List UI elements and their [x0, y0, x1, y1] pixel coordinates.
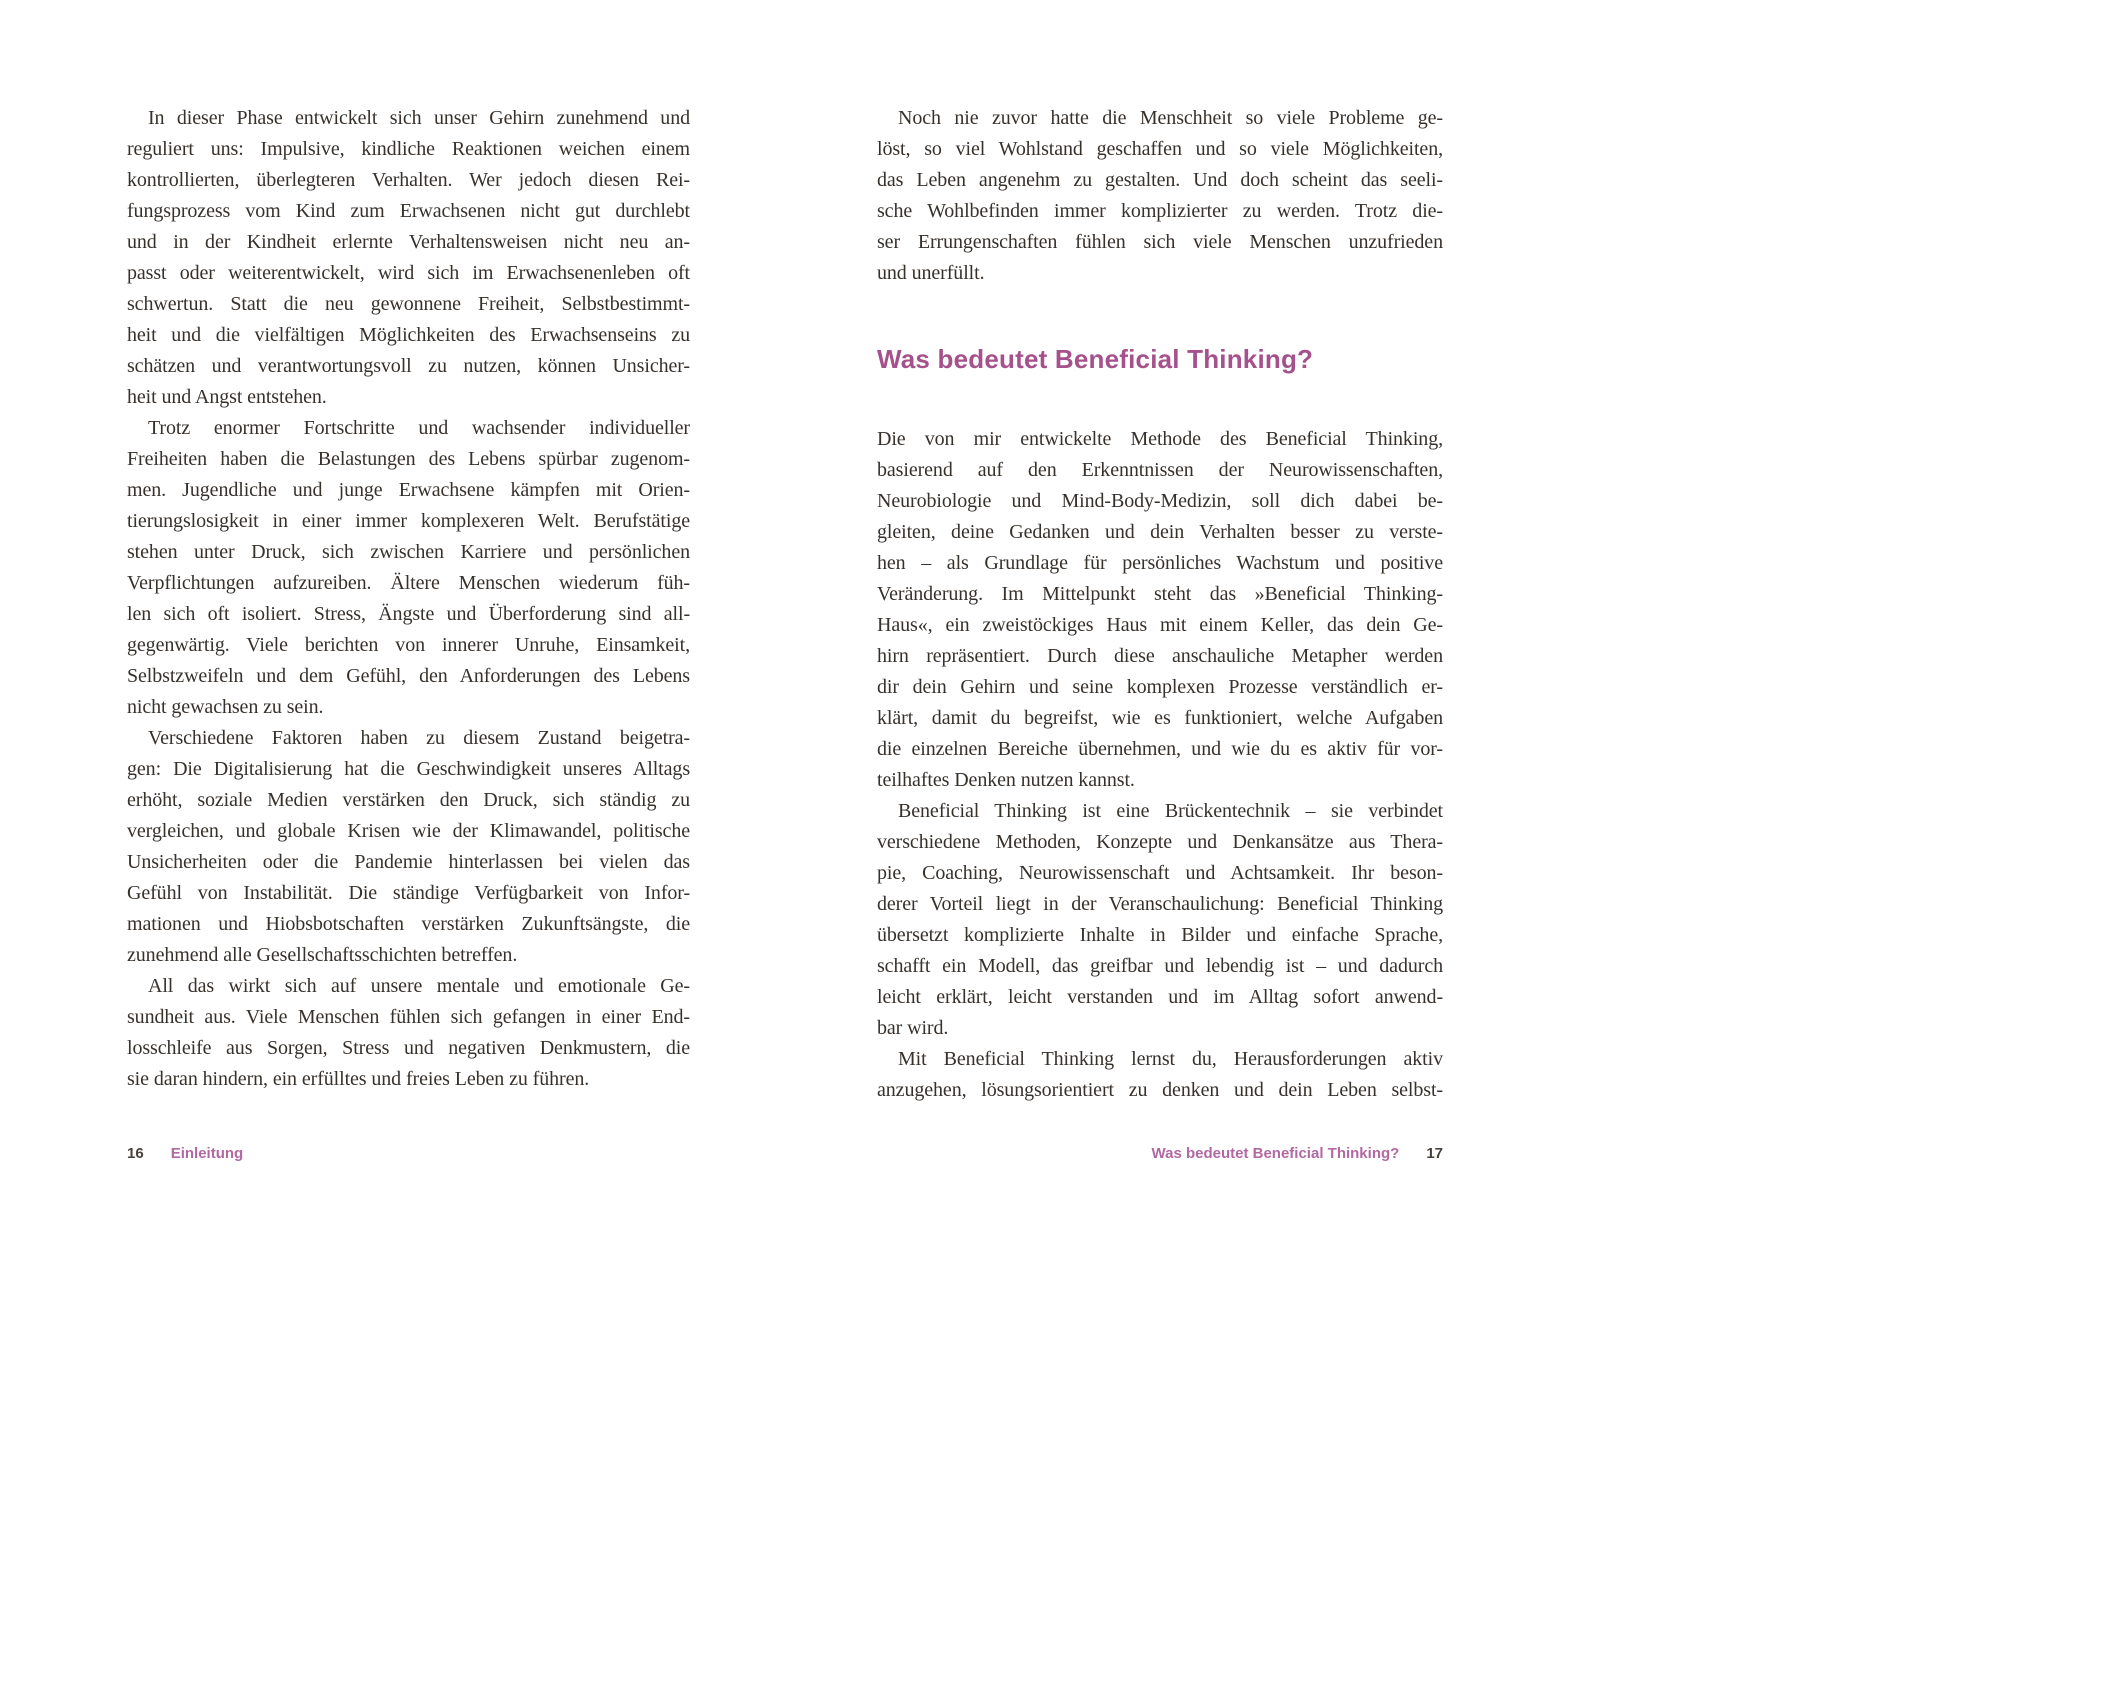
text-line: dir dein Gehirn und seine komplexen Prozesse verständlich er- — [877, 676, 1443, 698]
text-line: das Leben angenehm zu gestalten. Und doch scheint das seeli- — [877, 169, 1443, 191]
paragraph — [127, 971, 690, 1095]
text-line: kontrollierten, überlegteren Verhalten. Wer jedoch diesen Rei- — [127, 169, 690, 191]
text-line: sche Wohlbefinden immer komplizierter zu werden. Trotz die- — [877, 200, 1443, 222]
text-line: klärt, damit du begreifst, wie es funktioniert, welche Aufgaben — [877, 707, 1443, 729]
text-line: Gefühl von Instabilität. Die ständige Verfügbarkeit von Infor- — [127, 882, 690, 904]
right-page-footer — [877, 1145, 1443, 1163]
chapter-label: Was bedeutet Beneficial Thinking? — [1151, 1145, 1400, 1162]
text-line: Neurobiologie und Mind-Body-Medizin, soll dich dabei be- — [877, 490, 1443, 512]
text-line: Beneficial Thinking ist eine Brückentechnik – sie verbindet — [898, 800, 1443, 822]
text-line: Veränderung. Im Mittelpunkt steht das »Beneficial Thinking- — [877, 583, 1443, 605]
left-page-footer — [127, 1145, 690, 1163]
text-line: hirn repräsentiert. Durch diese anschauliche Metapher werden — [877, 645, 1443, 667]
text-line: heit und die vielfältigen Möglichkeiten des Erwachsenseins zu — [127, 324, 690, 346]
text-line: Trotz enormer Fortschritte und wachsender individueller — [148, 417, 690, 439]
text-line: übersetzt komplizierte Inhalte in Bilder und einfache Sprache, — [877, 924, 1443, 946]
text-line: losschleife aus Sorgen, Stress und negativen Denkmustern, die — [127, 1037, 690, 1059]
text-line: anzugehen, lösungsorientiert zu denken und dein Leben selbst- — [877, 1079, 1443, 1101]
text-line: nicht gewachsen zu sein. — [127, 696, 324, 718]
text-line: stehen unter Druck, sich zwischen Karriere und persönlichen — [127, 541, 690, 563]
text-line: mationen und Hiobsbotschaften verstärken Zukunftsängste, die — [127, 913, 690, 935]
text-line: gegenwärtig. Viele berichten von innerer Unruhe, Einsamkeit, — [127, 634, 690, 656]
paragraph — [127, 103, 690, 413]
text-line: Selbstzweifeln und dem Gefühl, den Anforderungen des Lebens — [127, 665, 690, 687]
paragraph — [877, 424, 1443, 796]
text-line: Unsicherheiten oder die Pandemie hinterlassen bei vielen das — [127, 851, 690, 873]
paragraph — [877, 796, 1443, 1044]
text-line: vergleichen, und globale Krisen wie der Klimawandel, politische — [127, 820, 690, 842]
text-line: schwertun. Statt die neu gewonnene Freiheit, Selbstbestimmt- — [127, 293, 690, 315]
text-line: Verpflichtungen aufzureiben. Ältere Menschen wiederum füh- — [127, 572, 690, 594]
page-number: 17 — [1426, 1145, 1443, 1162]
text-line: Mit Beneficial Thinking lernst du, Herausforderungen aktiv — [898, 1048, 1443, 1070]
text-line: schafft ein Modell, das greifbar und lebendig ist – und dadurch — [877, 955, 1443, 977]
text-line: schätzen und verantwortungsvoll zu nutzen, können Unsicher- — [127, 355, 690, 377]
paragraph — [127, 723, 690, 971]
text-line: gleiten, deine Gedanken und dein Verhalten besser zu verste- — [877, 521, 1443, 543]
text-line: heit und Angst entstehen. — [127, 386, 327, 408]
text-line: ser Errungenschaften fühlen sich viele Menschen unzufrieden — [877, 231, 1443, 253]
text-line: zunehmend alle Gesellschaftsschichten betreffen. — [127, 944, 518, 966]
chapter-label: Einleitung — [170, 1145, 244, 1162]
section-heading: Was bedeutet Beneficial Thinking? — [877, 344, 1314, 374]
text-line: teilhaftes Denken nutzen kannst. — [877, 769, 1135, 791]
text-line: die einzelnen Bereiche übernehmen, und wie du es aktiv für vor- — [877, 738, 1443, 760]
text-line: sundheit aus. Viele Menschen fühlen sich gefangen in einer End- — [127, 1006, 690, 1028]
text-line: Noch nie zuvor hatte die Menschheit so viele Probleme ge- — [898, 107, 1443, 129]
text-line: und in der Kindheit erlernte Verhaltensweisen nicht neu an- — [127, 231, 690, 253]
text-line: tierungslosigkeit in einer immer komplexeren Welt. Berufstätige — [127, 510, 690, 532]
text-line: fungsprozess vom Kind zum Erwachsenen nicht gut durchlebt — [127, 200, 690, 222]
text-line: Haus«, ein zweistöckiges Haus mit einem Keller, das dein Ge- — [877, 614, 1443, 636]
text-line: basierend auf den Erkenntnissen der Neurowissenschaften, — [877, 459, 1443, 481]
text-line: Die von mir entwickelte Methode des Beneficial Thinking, — [877, 428, 1443, 450]
left-page-text-column — [127, 103, 690, 1095]
paragraph — [127, 413, 690, 723]
text-line: gen: Die Digitalisierung hat die Geschwindigkeit unseres Alltags — [127, 758, 690, 780]
right-page-text-column — [877, 103, 1443, 1106]
text-line: men. Jugendliche und junge Erwachsene kämpfen mit Orien- — [127, 479, 690, 501]
text-line: bar wird. — [877, 1017, 949, 1039]
text-line: leicht erklärt, leicht verstanden und im Alltag sofort anwend- — [877, 986, 1443, 1008]
text-line: All das wirkt sich auf unsere mentale und emotionale Ge- — [148, 975, 690, 997]
text-line: Verschiedene Faktoren haben zu diesem Zustand beigetra- — [148, 727, 690, 749]
text-line: Freiheiten haben die Belastungen des Lebens spürbar zugenom- — [127, 448, 690, 470]
text-line: löst, so viel Wohlstand geschaffen und so viele Möglichkeiten, — [877, 138, 1443, 160]
text-line: sie daran hindern, ein erfülltes und freies Leben zu führen. — [127, 1068, 590, 1090]
text-line: In dieser Phase entwickelt sich unser Gehirn zunehmend und — [148, 107, 690, 129]
paragraph — [877, 1044, 1443, 1106]
text-line: len sich oft isoliert. Stress, Ängste und Überforderung sind all- — [127, 603, 690, 625]
page-number: 16 — [127, 1145, 144, 1162]
paragraph — [877, 103, 1443, 289]
text-line: erhöht, soziale Medien verstärken den Druck, sich ständig zu — [127, 789, 690, 811]
text-line: hen – als Grundlage für persönliches Wachstum und positive — [877, 552, 1443, 574]
text-line: derer Vorteil liegt in der Veranschaulichung: Beneficial Thinking — [877, 893, 1443, 915]
text-line: verschiedene Methoden, Konzepte und Denkansätze aus Thera- — [877, 831, 1443, 853]
text-line: reguliert uns: Impulsive, kindliche Reaktionen weichen einem — [127, 138, 690, 160]
text-line: passt oder weiterentwickelt, wird sich im Erwachsenenleben oft — [127, 262, 690, 284]
text-line: pie, Coaching, Neurowissenschaft und Achtsamkeit. Ihr beson- — [877, 862, 1443, 884]
text-line: und unerfüllt. — [877, 262, 985, 284]
